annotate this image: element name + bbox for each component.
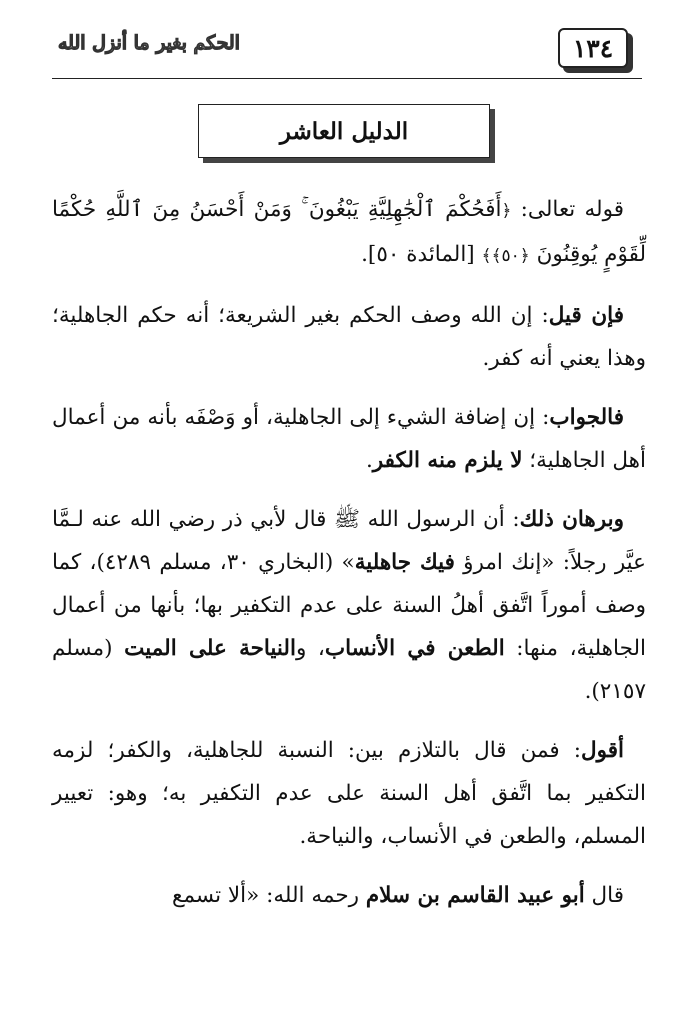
paragraph-statement [52,729,646,858]
verse-reference: [المائدة ٥٠]. [361,242,482,267]
objection-text: : إن الله وصف الحكم بغير الشريعة؛ أنه حكم الجاهلية؛ وهذا يعني أنه كفر. [52,303,646,371]
statement-text: : فمن قال بالتلازم بين: النسبة للجاهلية، والكفر؛ لزمه التكفير بما اتَّفق أهل السنة على عدم التكفير به؛ وهو: تعيير المسلم، والطعن في الأنساب، والنياحة. [52,738,646,849]
answer-dot: . [365,448,373,473]
proof-bold-2: الطعن في الأنساب [324,636,505,661]
proof-lead: وبرهان ذلك [519,507,624,532]
running-title: الحكم بغير ما أنزل الله [58,32,240,54]
answer-lead: فالجواب [549,405,624,430]
verse-open-bracket: ﴿ [501,201,512,221]
quote-author: أبو عبيد القاسم بن سلام [365,883,585,908]
proof-text-4: (مسلم ٢١٥٧). [52,636,646,704]
quote-text-2: رحمه الله: «ألا تسمع [172,883,366,908]
ayah-number: ﴿٥٠﴾ [491,246,530,266]
proof-text-2: » (البخاري ٣٠، مسلم ٤٢٨٩)، كما وصف أموراً اتَّفق أهلُ السنة على عدم التكفير بها؛ بأنها من أعمال الجاهلية، منها: [52,550,646,661]
section-heading: الدليل العاشر [198,104,490,158]
main-text [52,188,646,933]
paragraph-objection [52,294,646,380]
proof-text-1: : أن الرسول الله ﷺ قال لأبي ذر رضي الله عنه لـمَّا عيَّر رجلاً: «إنك امرؤ [52,507,646,575]
objection-lead: فإن قيل [548,303,625,328]
statement-lead: أقول [581,738,624,763]
answer-text: : إن إضافة الشيء إلى الجاهلية، أو وَصْفَه بأنه من أعمال أهل الجاهلية؛ [52,405,646,473]
quran-verse: أَفَحُكْمَ ٱلْجَٰهِلِيَّةِ يَبْغُونَ ۚ وَمَنْ أَحْسَنُ مِنَ ٱللَّهِ حُكْمًا لِّقَوْمٍ يُوقِنُونَ [52,197,646,267]
page-number: ١٣٤ [558,28,628,68]
paragraph-answer [52,396,646,482]
proof-bold-3: النياحة على الميت [124,636,296,661]
paragraph-quote [52,874,646,917]
quote-text-1: قال [584,883,624,908]
proof-text-3: ، و [295,636,325,661]
paragraph-verse [52,188,646,278]
page-header [52,22,642,79]
paragraph-proof [52,498,646,713]
verse-intro: قوله تعالى: [511,197,624,222]
proof-bold-1: فيك جاهلية [354,550,455,575]
verse-close-bracket: ﴾ [481,246,492,266]
answer-conclusion: لا يلزم منه الكفر [372,448,523,473]
